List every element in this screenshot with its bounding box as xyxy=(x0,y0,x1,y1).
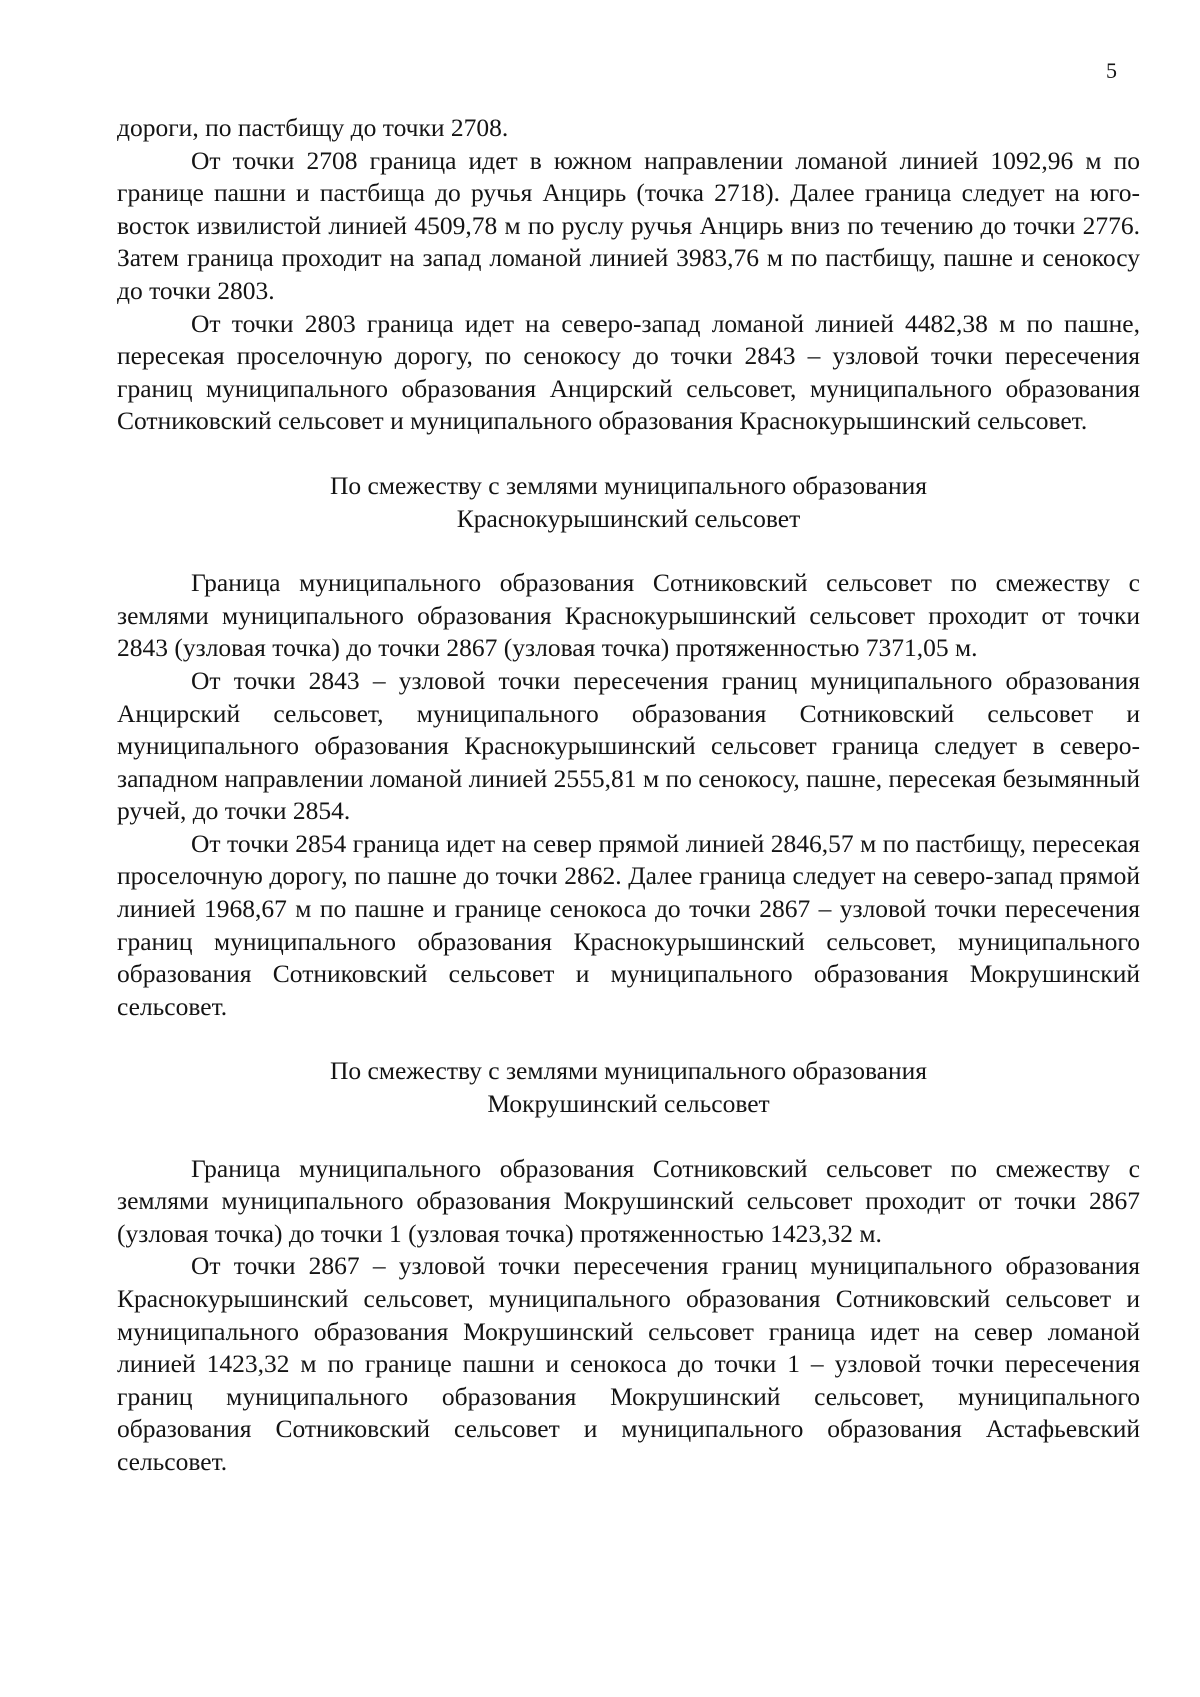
paragraph-continuation: дороги, по пастбищу до точки 2708. xyxy=(117,113,509,142)
section-heading-line: По смежеству с землями муниципального образования xyxy=(329,470,927,500)
paragraph: От точки 2708 граница идет в южном направлении ломаной линией 1092,96 м по границе пашни и пастбища до ручья Анцирь (точка 2718). Далее граница следует на юго-восток извилистой линией 4509,78 м по руслу ручья Анцирь вниз по течению до точки 2776. Затем граница проходит на запад ломаной линией 3983,76 м по пастбищу, пашне и сенокосу до точки 2803. xyxy=(117,145,1140,305)
document-body xyxy=(117,112,1140,1479)
section-heading xyxy=(117,470,1140,535)
section-heading-line: Мокрушинский сельсовет xyxy=(487,1089,770,1119)
paragraph: От точки 2867 – узловой точки пересечения границ муниципального образования Краснокурышинский сельсовет, муниципального образования Сотниковский сельсовет и муниципального образования Мокрушинский сельсовет граница идет на север ломаной линией 1423,32 м по границе пашни и сенокоса до точки 1 – узловой точки пересечения границ муниципального образования Мокрушинский сельсовет, муниципального образования Сотниковский сельсовет и муниципального образования Астафьевский сельсовет. xyxy=(117,1251,1140,1476)
paragraph: Граница муниципального образования Сотниковский сельсовет по смежеству с землями муниципального образования Мокрушинский сельсовет проходит от точки 2867 (узловая точка) до точки 1 (узловая точка) протяженностью 1423,32 м. xyxy=(117,1153,1140,1248)
paragraph: Граница муниципального образования Сотниковский сельсовет по смежеству с землями муниципального образования Краснокурышинский сельсовет проходит от точки 2843 (узловая точка) до точки 2867 (узловая точка) протяженностью 7371,05 м. xyxy=(117,568,1140,663)
paragraph: От точки 2803 граница идет на северо-запад ломаной линией 4482,38 м по пашне, пересекая проселочную дорогу, по сенокосу до точки 2843 – узловой точки пересечения границ муниципального образования Анцирский сельсовет, муниципального образования Сотниковский сельсовет и муниципального образования Краснокурышинский сельсовет. xyxy=(117,308,1140,436)
section-heading-line: Краснокурышинский сельсовет xyxy=(456,503,801,533)
paragraph: От точки 2843 – узловой точки пересечения границ муниципального образования Анцирский сельсовет, муниципального образования Сотниковский сельсовет и муниципального образования Краснокурышинский сельсовет граница следует в северо-западном направлении ломаной линией 2555,81 м по сенокосу, пашне, пересекая безымянный ручей, до точки 2854. xyxy=(117,665,1140,826)
section-heading-line: По смежеству с землями муниципального образования xyxy=(329,1056,927,1086)
paragraph: От точки 2854 граница идет на север прямой линией 2846,57 м по пастбищу, пересекая проселочную дорогу, по пашне до точки 2862. Далее граница следует на северо-запад прямой линией 1968,67 м по пашне и границе сенокоса до точки 2867 – узловой точки пересечения границ муниципального образования Краснокурышинский сельсовет, муниципального образования Сотниковский сельсовет и муниципального образования Мокрушинский сельсовет. xyxy=(117,828,1140,1021)
section-heading xyxy=(117,1055,1140,1120)
page-number: 5 xyxy=(1106,58,1117,83)
